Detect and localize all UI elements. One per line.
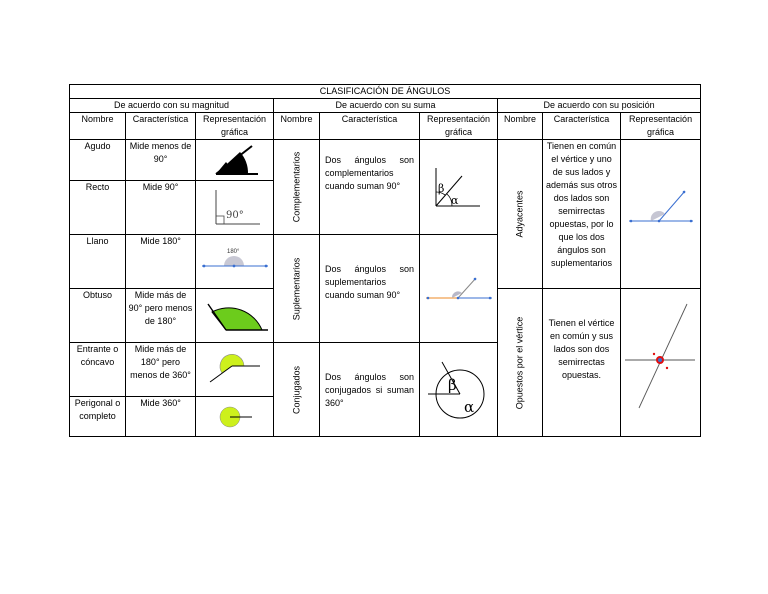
- figure-vertical-angles: [621, 289, 701, 437]
- angle-desc-agudo: Mide menos de 90°: [126, 140, 196, 181]
- alpha-label: α: [451, 194, 459, 207]
- header-name: Nombre: [70, 113, 126, 140]
- position-desc-opuestos: Tienen el vértice en común y sus lados son dos semirrectas opuestas.: [543, 289, 621, 437]
- angle-desc-obtuso: Mide más de 90° pero menos de 180°: [126, 289, 196, 343]
- angle-name-llano: Llano: [70, 235, 126, 289]
- alpha-label: α: [464, 397, 475, 416]
- position-name-opuestos: Opuestos por el vértice: [498, 289, 543, 437]
- group-header-magnitude: De acuerdo con su magnitud: [70, 99, 274, 113]
- figure-acute-angle: [196, 140, 274, 181]
- figure-full-angle: [196, 397, 274, 437]
- figure-conjugate-angles: [420, 343, 498, 437]
- angle-name-recto: Recto: [70, 181, 126, 235]
- sum-desc-complementarios: Dos ángulos son complementarios cuando suman 90°: [320, 140, 420, 235]
- sum-name-complementarios: Complementarios: [274, 140, 320, 235]
- angle-classification-table: [69, 84, 701, 437]
- angle-desc-entrante: Mide más de 180° pero menos de 360°: [126, 343, 196, 397]
- figure-adjacent-angles: [621, 140, 701, 289]
- figure-supplementary-angles: [420, 235, 498, 343]
- straight-angle-label: 180°: [227, 248, 240, 255]
- angle-name-obtuso: Obtuso: [70, 289, 126, 343]
- sum-desc-conjugados: Dos ángulos son conjugados si suman 360°: [320, 343, 420, 437]
- angle-name-agudo: Agudo: [70, 140, 126, 181]
- table-title: CLASIFICACIÓN DE ÁNGULOS: [70, 85, 701, 99]
- angle-name-entrante: Entrante o cóncavo: [70, 343, 126, 397]
- sum-desc-suplementarios: Dos ángulos son suplementarios cuando suman 90°: [320, 235, 420, 343]
- figure-obtuse-angle: [196, 289, 274, 343]
- angle-desc-llano: Mide 180°: [126, 235, 196, 289]
- header-representation: Representación gráfica: [420, 113, 498, 140]
- sum-name-suplementarios: Suplementarios: [274, 235, 320, 343]
- figure-complementary-angles: [420, 140, 498, 235]
- figure-straight-angle: [196, 235, 274, 289]
- header-representation: Representación gráfica: [621, 113, 701, 140]
- position-desc-adyacentes: Tienen en común el vértice y uno de sus lados y además sus otros dos lados son semirrectas opuestas, por lo que los dos ángulos son suplementarios: [543, 140, 621, 289]
- angle-desc-recto: Mide 90°: [126, 181, 196, 235]
- sum-name-conjugados: Conjugados: [274, 343, 320, 437]
- header-characteristic: Característica: [543, 113, 621, 140]
- beta-label: β: [448, 375, 457, 394]
- header-name: Nombre: [274, 113, 320, 140]
- beta-label: β: [438, 182, 445, 195]
- header-characteristic: Característica: [126, 113, 196, 140]
- right-angle-label: 90°: [225, 209, 244, 221]
- header-characteristic: Característica: [320, 113, 420, 140]
- header-representation: Representación gráfica: [196, 113, 274, 140]
- group-header-position: De acuerdo con su posición: [498, 99, 701, 113]
- angle-desc-perigonal: Mide 360°: [126, 397, 196, 437]
- group-header-sum: De acuerdo con su suma: [274, 99, 498, 113]
- figure-reflex-angle: [196, 343, 274, 397]
- header-name: Nombre: [498, 113, 543, 140]
- angle-name-perigonal: Perigonal o completo: [70, 397, 126, 437]
- position-name-adyacentes: Adyacentes: [498, 140, 543, 289]
- figure-right-angle: [196, 181, 274, 235]
